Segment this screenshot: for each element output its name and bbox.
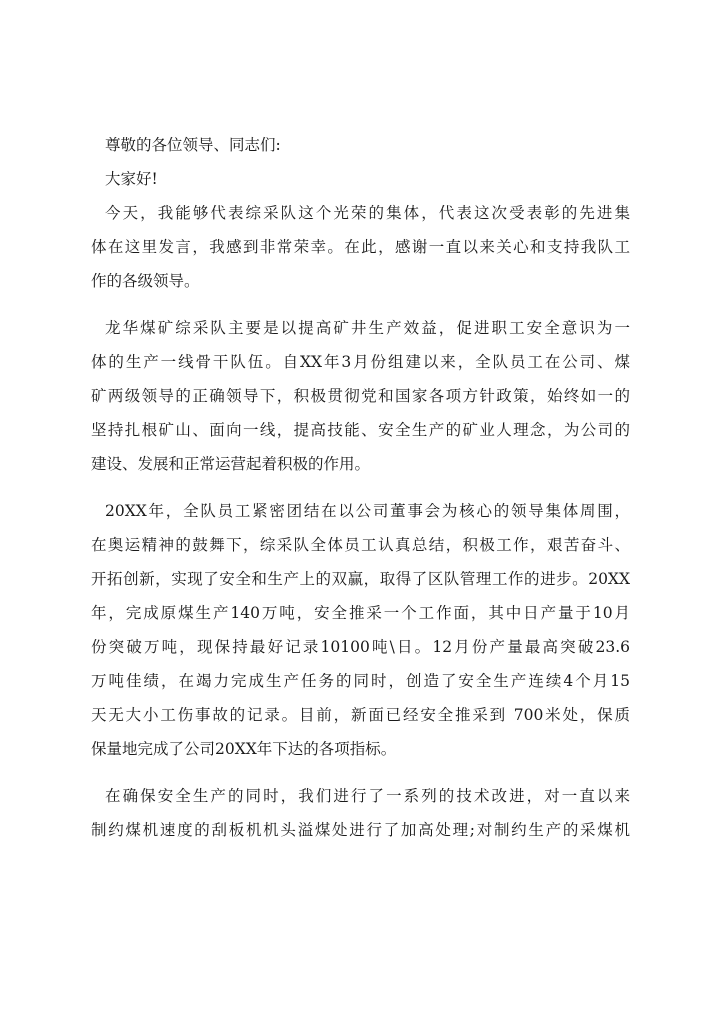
paragraph-line: 建设、发展和正常运营起着积极的作用。 [91,455,371,473]
paragraph-line: 开拓创新，实现了安全和生产上的双赢，取得了区队管理工作的进步。20XX [91,570,630,588]
paragraph-line: 体的生产一线骨干队伍。自XX年3月份组建以来，全队员工在公司、煤 [91,353,630,371]
paragraph-line: 20XX年，全队员工紧密团结在以公司董事会为核心的领导集体周围， [105,502,630,520]
paragraph-line: 年，完成原煤生产140万吨，安全推采一个工作面，其中日产量于10月 [91,604,630,622]
paragraph-line: 份突破万吨，现保持最好记录10100吨\日。12月份产量最高突破23.6 [91,638,630,656]
paragraph-line: 天无大小工伤事故的记录。目前，新面已经安全推采到 700米处，保质 [91,706,630,724]
paragraph-line: 万吨佳绩，在竭力完成生产任务的同时，创造了安全生产连续4个月15 [91,672,630,690]
paragraph-line: 今天，我能够代表综采队这个光荣的集体，代表这次受表彰的先进集 [105,204,630,222]
paragraph-2 [91,311,630,481]
paragraph-line: 保量地完成了公司20XX年下达的各项指标。 [91,740,397,758]
paragraph-line: 在确保安全生产的同时，我们进行了一系列的技术改进，对一直以来 [105,787,630,805]
paragraph-1 [91,196,630,298]
salutation: 尊敬的各位领导、同志们: [105,136,281,154]
paragraph-line: 体在这里发言，我感到非常荣幸。在此，感谢一直以来关心和支持我队工 [91,238,630,256]
paragraph-line: 作的各级领导。 [91,272,200,290]
paragraph-line: 坚持扎根矿山、面向一线，提高技能、安全生产的矿业人理念，为公司的 [91,421,630,439]
paragraph-line: 龙华煤矿综采队主要是以提高矿井生产效益，促进职工安全意识为一 [105,319,630,337]
paragraph-line: 制约煤机速度的刮板机机头溢煤处进行了加高处理;对制约生产的采煤机 [91,821,630,839]
paragraph-line: 在奥运精神的鼓舞下，综采队全体员工认真总结，积极工作，艰苦奋斗、 [91,536,630,554]
paragraph-3 [91,494,630,766]
paragraph-4 [91,779,630,847]
paragraph-line: 矿两级领导的正确领导下，积极贯彻党和国家各项方针政策，始终如一的 [91,387,630,405]
greeting: 大家好! [105,170,158,188]
document-page [91,128,630,847]
